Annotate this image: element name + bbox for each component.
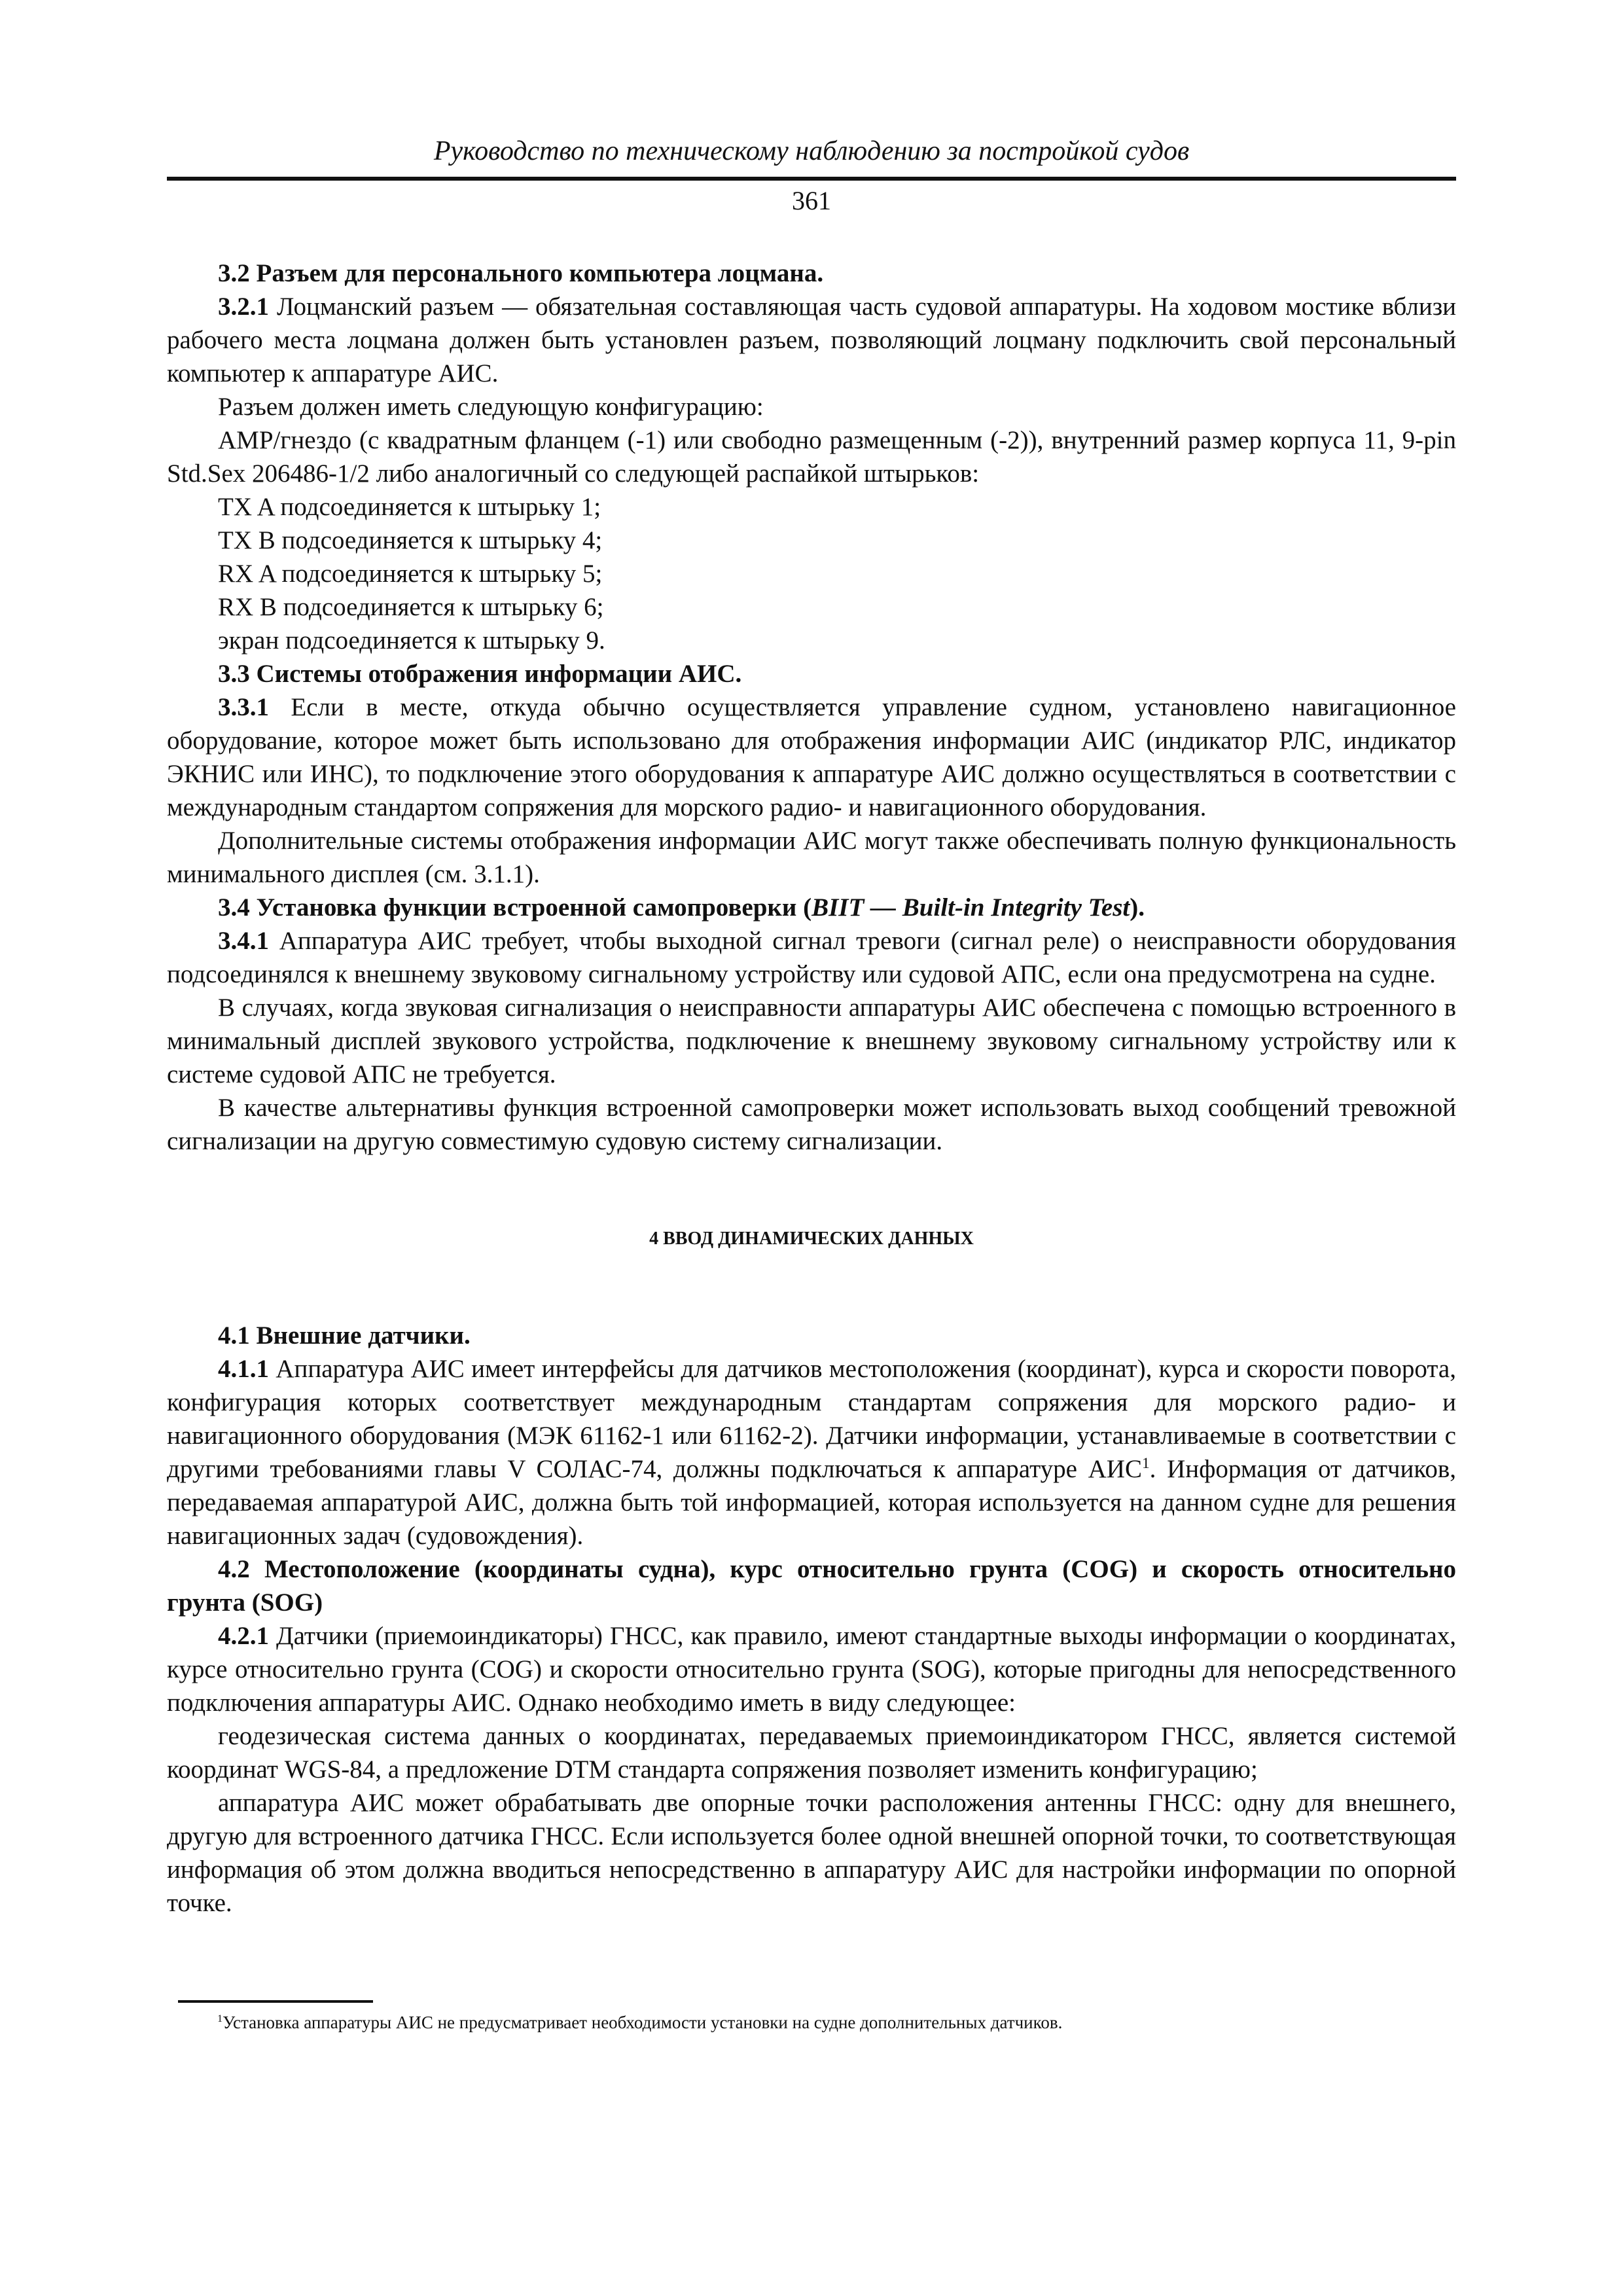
list-item: экран подсоединяется к штырьку 9. — [218, 626, 605, 655]
footnote-rule — [178, 2000, 373, 2003]
clause-number: 4.1.1 — [218, 1355, 269, 1383]
clause-number: 3.3.1 — [218, 693, 269, 721]
clause-number: 4.2.1 — [218, 1622, 269, 1650]
list-item: RX A подсоединяется к штырьку 5; — [218, 560, 603, 588]
section-heading-3-4 — [167, 891, 1456, 924]
paragraph: Разъем должен иметь следующую конфигурацию: — [218, 393, 764, 421]
paragraph-3-2-1 — [167, 290, 1456, 390]
paragraph: AMP/гнездо (с квадратным фланцем (-1) или свободно размещенным (-2)), внутренний размер корпуса 11, 9-pin Std.Sex 206486-1/2 либо аналогичный со следующей распайкой штырьков: — [167, 426, 1456, 488]
paragraph-text: . Информация от датчиков, передаваемая аппаратурой АИС, должна быть той информацией, которая используется на данном судне для решения навигационных задач (судовождения). — [167, 1455, 1456, 1550]
header-rule — [167, 177, 1456, 181]
footnote — [217, 2011, 1448, 2034]
paragraph-text: Если в месте, откуда обычно осуществляется управление судном, установлено навигационное оборудование, которое может быть использовано для отображения информации АИС (индикатор РЛС, индикатор ЭКНИС или ИНС), то подключение этого оборудования к аппаратуре АИС должно осуществляться в соответствии с международным стандартом сопряжения для морского радио- и навигационного оборудования. — [167, 693, 1456, 821]
list-item: TX B подсоединяется к штырьку 4; — [218, 526, 603, 554]
heading-italic-part: BIIT — Built-in Integrity Test — [812, 893, 1130, 922]
paragraph-text: Аппаратура АИС требует, чтобы выходной сигнал тревоги (сигнал реле) о неисправности оборудования подсоединялся к внешнему звуковому сигнальному устройству или судовой АПС, если она предусмотрена на судне. — [167, 927, 1456, 988]
footnote-text: Установка аппаратуры АИС не предусматривает необходимости установки на судне дополнительных датчиков. — [223, 2013, 1063, 2032]
clause-number: 3.4.1 — [218, 927, 269, 955]
paragraph-text: Аппаратура АИС имеет интерфейсы для датчиков местоположения (координат), курса и скорости поворота, конфигурация которых соответствует международным стандартам сопряжения для морского радио- и навигационного оборудования (МЭК 61162-1 или 61162-2). Датчики информации, устанавливаемые в соответствии с другими требованиями главы V СОЛАС-74, должны подключаться к аппаратуре АИС — [167, 1355, 1456, 1483]
paragraph: Дополнительные системы отображения информации АИС могут также обеспечивать полную функциональность минимального дисплея (см. 3.1.1). — [167, 827, 1456, 888]
paragraph-text: Лоцманский разъем — обязательная составляющая часть судовой аппаратуры. На ходовом мостике вблизи рабочего места лоцмана должен быть установлен разъем, позволяющий лоцману подключить свой персональный компьютер к аппаратуре АИС. — [167, 293, 1456, 387]
page-number: 361 — [792, 186, 831, 215]
list-item: TX A подсоединяется к штырьку 1; — [218, 493, 601, 521]
heading-part: ). — [1130, 893, 1145, 922]
paragraph-text: Датчики (приемоиндикаторы) ГНСС, как правило, имеют стандартные выходы информации о координатах, курсе относительно грунта (COG) и скорости относительно грунта (SOG), которые пригодны для непосредственного подключения аппаратуры АИС. Однако необходимо иметь в виду следующее: — [167, 1622, 1456, 1717]
paragraph: аппаратура АИС может обрабатывать две опорные точки расположения антенны ГНСС: одну для внешнего, другую для встроенного датчика ГНСС. Если используется более одной внешней опорной точки, то соответствующая информация об этом должна вводиться непосредственно в аппаратуру АИС для настройки информации по опорной точке. — [167, 1789, 1456, 1917]
paragraph: геодезическая система данных о координатах, передаваемых приемоиндикатором ГНСС, является системой координат WGS-84, а предложение DTM стандарта сопряжения позволяет изменить конфигурацию; — [167, 1722, 1456, 1784]
section-heading-4-2: 4.2 Местоположение (координаты судна), курс относительно грунта (COG) и скорость относительно грунта (SOG) — [167, 1555, 1456, 1617]
footnote-reference[interactable]: 1 — [1141, 1455, 1150, 1472]
paragraph-3-4-1 — [167, 924, 1456, 991]
paragraph: В случаях, когда звуковая сигнализация о неисправности аппаратуры АИС обеспечена с помощью встроенного в минимальный дисплей звукового устройства, подключение к внешнему звуковому сигнальному устройству или к системе судовой АПС не требуется. — [167, 994, 1456, 1088]
paragraph: В качестве альтернативы функция встроенной самопроверки может использовать выход сообщений тревожной сигнализации на другую совместимую судовую систему сигнализации. — [167, 1094, 1456, 1155]
heading-part: 3.4 Установка функции встроенной самопроверки ( — [218, 893, 812, 922]
section-heading-3-3: 3.3 Системы отображения информации АИС. — [218, 660, 742, 688]
footnote-mark: 1 — [217, 2013, 223, 2024]
list-item: RX B подсоединяется к штырьку 6; — [218, 593, 604, 621]
paragraph-3-3-1 — [167, 691, 1456, 824]
body-text — [167, 257, 1456, 1920]
clause-number: 3.2.1 — [218, 293, 269, 321]
chapter-title: 4 ВВОД ДИНАМИЧЕСКИХ ДАННЫХ — [649, 1229, 974, 1249]
paragraph-4-1-1 — [167, 1352, 1456, 1552]
running-header: Руководство по техническому наблюдению за постройкой судов — [433, 136, 1190, 166]
section-heading-4-1: 4.1 Внешние датчики. — [218, 1321, 471, 1350]
section-heading-3-2: 3.2 Разъем для персонального компьютера лоцмана. — [218, 259, 824, 287]
paragraph-4-2-1 — [167, 1619, 1456, 1719]
